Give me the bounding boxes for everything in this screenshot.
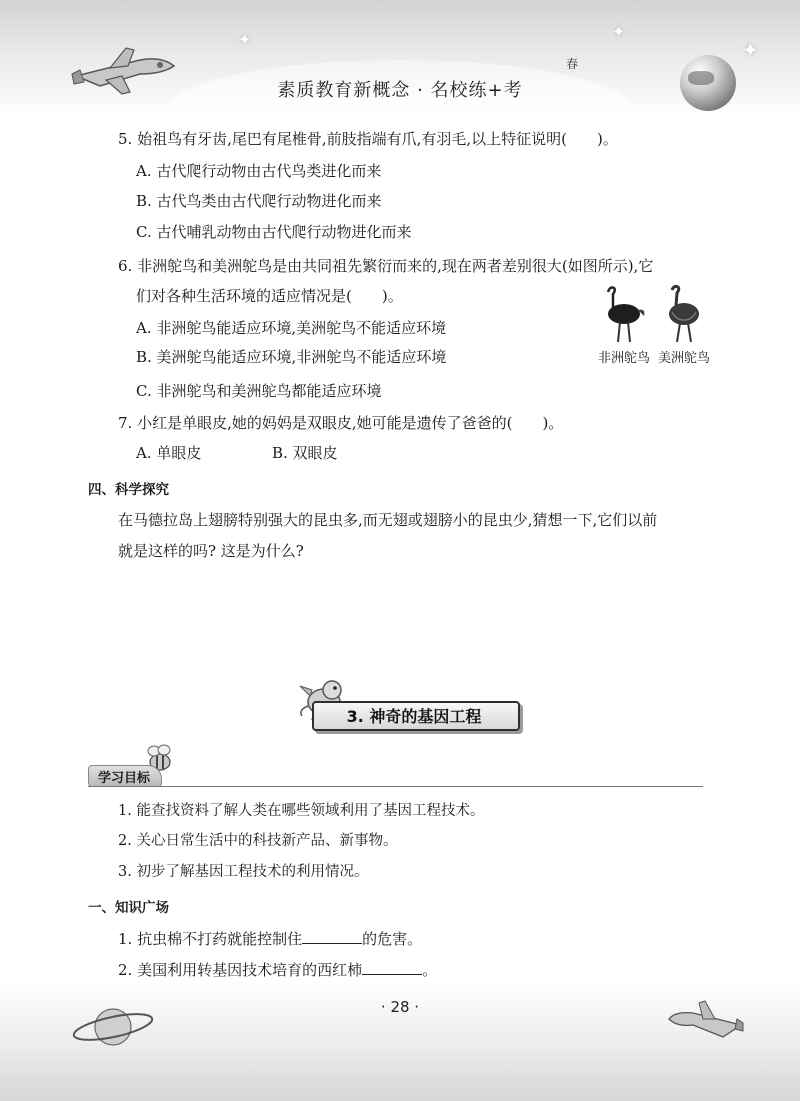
space-shuttle-icon bbox=[665, 995, 745, 1045]
question-7-option-a: A. 单眼皮 bbox=[136, 444, 202, 462]
american-rhea-image bbox=[658, 284, 708, 344]
question-5-option-b: B. 古代鸟类由古代爬行动物进化而来 bbox=[136, 192, 382, 210]
knowledge-item-2-before: 2. 美国利用转基因技术培育的西红柿 bbox=[118, 961, 363, 979]
question-6-option-c: C. 非洲鸵鸟和美洲鸵鸟都能适应环境 bbox=[136, 382, 382, 400]
season-label: 春 bbox=[566, 57, 579, 71]
question-5-stem: 5. 始祖鸟有牙齿,尾巴有尾椎骨,前肢指端有爪,有羽毛,以上特征说明( )。 bbox=[118, 130, 618, 148]
learning-goals-divider bbox=[88, 786, 703, 787]
header-title: 素质教育新概念 · 名校练+考 bbox=[277, 80, 523, 101]
section-4-heading: 四、科学探究 bbox=[88, 482, 169, 498]
knowledge-item-1-after: 的危害。 bbox=[362, 930, 423, 948]
section-4-text-line1: 在马德拉岛上翅膀特别强大的昆虫多,而无翅或翅膀小的昆虫少,猜想一下,它们以前 bbox=[118, 511, 658, 529]
learning-goal-3: 3. 初步了解基因工程技术的利用情况。 bbox=[118, 864, 369, 880]
question-7-stem: 7. 小红是单眼皮,她的妈妈是双眼皮,她可能是遗传了爸爸的( )。 bbox=[118, 414, 564, 432]
african-ostrich-image bbox=[598, 284, 648, 344]
learning-goals-label: 学习目标 bbox=[97, 771, 150, 786]
question-6-stem-line1: 6. 非洲鸵鸟和美洲鸵鸟是由共同祖先繁衍而来的,现在两者差别很大(如图所示),它 bbox=[118, 257, 654, 275]
page-number: · 28 · bbox=[380, 998, 420, 1016]
question-5-option-a: A. 古代爬行动物由古代鸟类进化而来 bbox=[136, 162, 382, 180]
answer-blank[interactable] bbox=[362, 960, 422, 975]
answer-blank[interactable] bbox=[302, 929, 362, 944]
knowledge-item-1 bbox=[118, 929, 422, 949]
section-1-heading: 一、知识广场 bbox=[88, 900, 169, 916]
question-7-option-b: B. 双眼皮 bbox=[272, 444, 338, 462]
knowledge-item-2 bbox=[118, 960, 437, 980]
question-6-option-b: B. 美洲鸵鸟能适应环境,非洲鸵鸟不能适应环境 bbox=[136, 348, 447, 366]
african-ostrich-label: 非洲鸵鸟 bbox=[598, 351, 651, 366]
knowledge-item-1-before: 1. 抗虫棉不打药就能控制住 bbox=[118, 930, 303, 948]
globe-icon bbox=[680, 55, 736, 111]
learning-goal-1: 1. 能查找资料了解人类在哪些领域利用了基因工程技术。 bbox=[118, 803, 485, 819]
question-6-stem-line2: 们对各种生活环境的适应情况是( )。 bbox=[136, 287, 403, 305]
question-5-option-c: C. 古代哺乳动物由古代爬行动物进化而来 bbox=[136, 223, 412, 241]
sparkle-icon: ✦ bbox=[742, 38, 759, 62]
knowledge-item-2-after: 。 bbox=[422, 961, 438, 979]
sparkle-icon: ✦ bbox=[238, 30, 252, 49]
american-rhea-label: 美洲鸵鸟 bbox=[658, 351, 711, 366]
learning-goal-2: 2. 关心日常生活中的科技新产品、新事物。 bbox=[118, 833, 398, 849]
lesson-title: 3. 神奇的基因工程 bbox=[346, 707, 482, 726]
sparkle-icon: ✦ bbox=[612, 22, 626, 41]
question-6-option-a: A. 非洲鸵鸟能适应环境,美洲鸵鸟不能适应环境 bbox=[136, 319, 447, 337]
section-4-text-line2: 就是这样的吗? 这是为什么? bbox=[118, 542, 304, 560]
